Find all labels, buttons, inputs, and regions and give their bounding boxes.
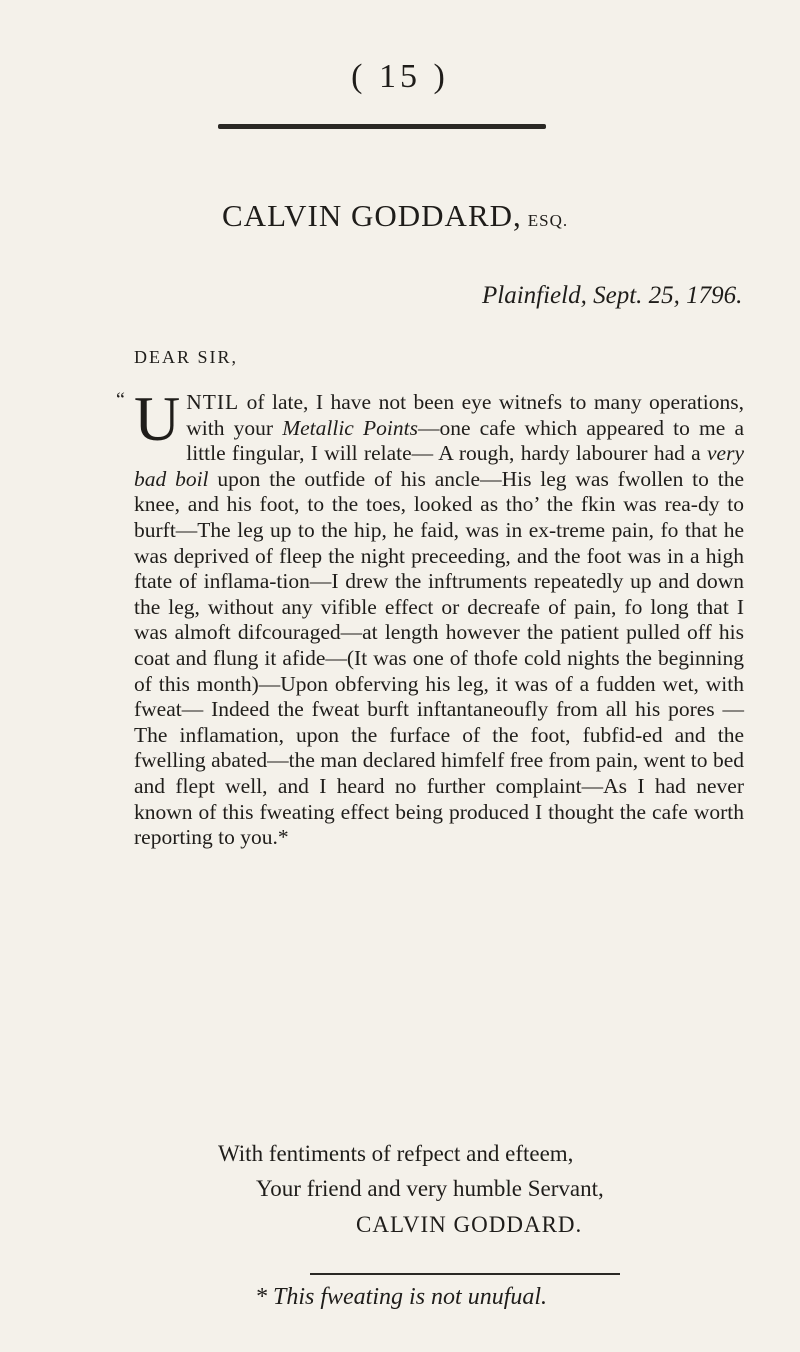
signature: CALVIN GODDARD. <box>356 1212 583 1237</box>
dateline <box>482 282 742 310</box>
page-number: ( 15 ) <box>351 58 449 95</box>
closing-line-1: With fentiments of refpect and efteem, <box>218 1141 574 1166</box>
body-text-3: upon the outfide of his ancle—His leg was fwollen to the knee, and his foot, to the toes, looked as tho’ the fkin was rea-dy to burft—The leg up to the hip, he faid, was in ex-treme pain, fo that he was deprived of fleep the night preceeding, and the foot was in a high ftate of inflama-tion—I drew the inftruments repeatedly up and down the leg, without any vifible effect or decreafe of pain, fo long that I was almoft difcouraged—at length however the patient pulled off his coat and flung it afide—(It was one of thofe cold nights the beginning of this month)—Upon obferving his leg, it was of a fudden wet, with fweat— Indeed the fweat burft inftantaneoufly from all his pores —The inflamation, upon the furface of the foot, fubfid-ed and the fwelling abated—the man declared himfelf free from pain, went to bed and flept well, and I heard no further complaint—As I had never known of this fweating effect being produced I thought the cafe worth reporting to you.* <box>134 466 744 850</box>
body-italic-very-bad-boil: very bad boil <box>134 441 744 491</box>
dateline-date: Sept. 25, 1796. <box>593 282 743 309</box>
footnote-rule <box>310 1273 620 1275</box>
footnote: * This fweating is not unufual. <box>255 1284 548 1310</box>
body-text-1: of late, I have not been eye witnefs to many operations, with your <box>186 390 744 440</box>
letter-body <box>116 383 744 851</box>
salutation: DEAR SIR, <box>134 347 239 367</box>
letter-heading <box>222 198 568 234</box>
heading-name: CALVIN GODDARD, <box>222 198 522 233</box>
drop-cap: U <box>134 383 181 454</box>
closing-line-2: Your friend and very humble Servant, <box>256 1176 604 1201</box>
dateline-place: Plainfield, <box>482 282 587 309</box>
heading-suffix: ESQ. <box>527 211 569 230</box>
opening-quote-mark: “ <box>116 389 125 411</box>
body-italic-metallic-points: Metallic Points <box>282 415 418 440</box>
letter-paragraph <box>134 383 744 851</box>
body-lead-caps: NTIL <box>186 390 240 414</box>
header-rule <box>218 124 546 129</box>
body-text-2: —one cafe which appeared to me a little fingular, I will relate— A rough, hardy labourer had a <box>186 415 744 466</box>
